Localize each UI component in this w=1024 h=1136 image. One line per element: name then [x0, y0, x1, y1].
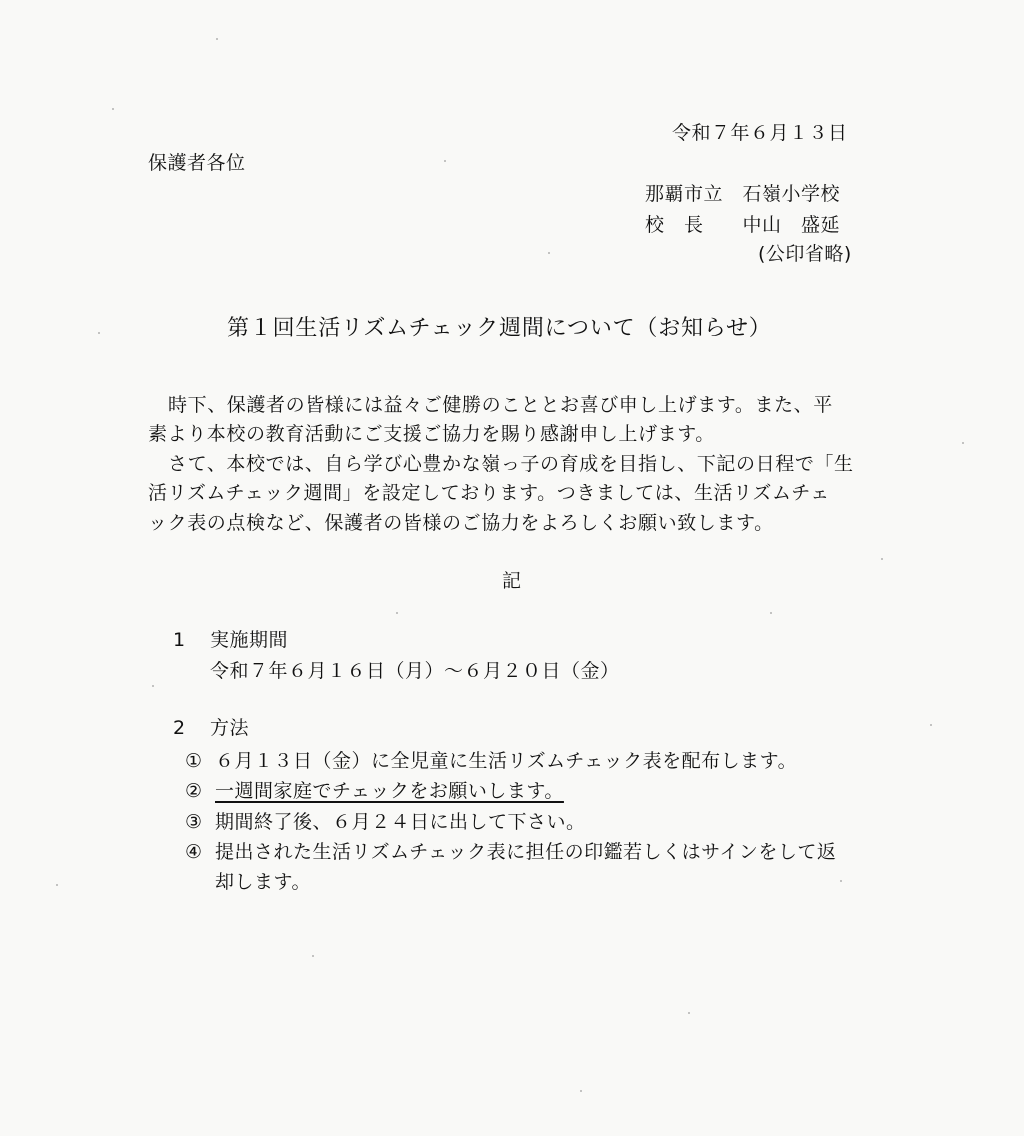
body-line: ック表の点検など、保護者の皆様のご協力をよろしくお願い致します。: [148, 512, 774, 534]
page-title: 第１回生活リズムチェック週間について（お知らせ）: [227, 316, 772, 341]
list-item-continuation: 却します。: [215, 871, 311, 893]
list-item-underlined: 一週間家庭でチェックをお願いします。: [215, 780, 564, 802]
body-line: 時下、保護者の皆様には益々ご健勝のこととお喜び申し上げます。また、平: [168, 394, 833, 416]
section-heading: 実施期間: [210, 629, 289, 651]
sender-school: 那覇市立 石嶺小学校: [645, 183, 841, 205]
list-marker: ③: [185, 811, 203, 833]
seal-omitted-note: (公印省略): [758, 243, 852, 265]
ki-heading: 記: [502, 570, 522, 592]
body-line: 素より本校の教育活動にご支援ご協力を賜り感謝申し上げます。: [148, 423, 715, 445]
list-marker: ②: [185, 780, 203, 802]
section-heading: 方法: [210, 717, 250, 739]
implementation-period: 令和７年６月１６日（月）～６月２０日（金）: [210, 660, 620, 682]
document-date: 令和７年６月１３日: [672, 122, 848, 144]
list-item: ６月１３日（金）に全児童に生活リズムチェック表を配布します。: [215, 750, 798, 772]
sender-principal: 校 長 中山 盛延: [645, 214, 841, 236]
list-marker: ④: [185, 841, 203, 863]
list-item: 期間終了後、６月２４日に出して下さい。: [215, 811, 586, 833]
body-line: 活リズムチェック週間」を設定しております。つきましては、生活リズムチェ: [148, 482, 830, 504]
body-line: さて、本校では、自ら学び心豊かな嶺っ子の育成を目指し、下記の日程で「生: [168, 453, 854, 475]
list-marker: ①: [185, 750, 203, 772]
list-item: 提出された生活リズムチェック表に担任の印鑑若しくはサインをして返: [215, 841, 837, 863]
recipient: 保護者各位: [148, 152, 246, 174]
section-number: 1: [173, 629, 186, 651]
section-number: 2: [173, 717, 186, 739]
